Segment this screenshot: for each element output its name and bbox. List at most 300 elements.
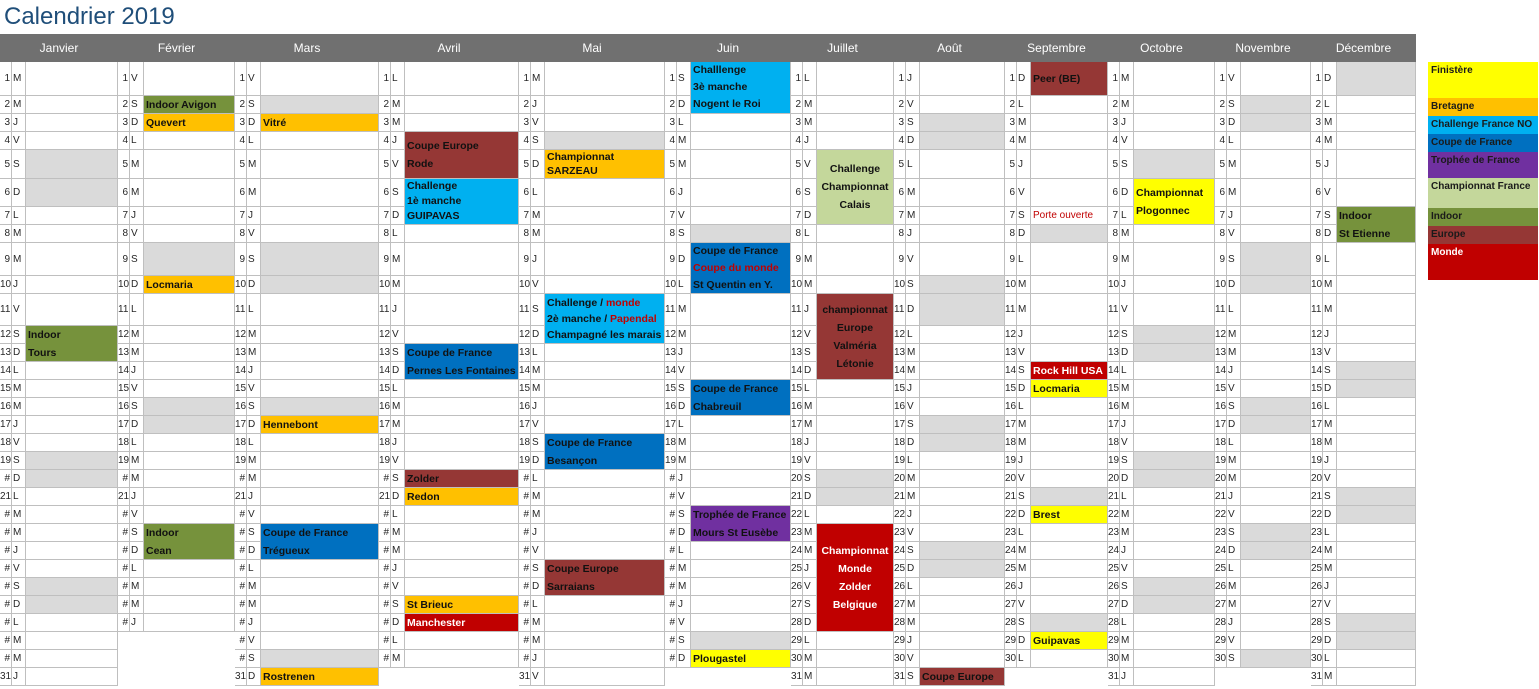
day-cell[interactable] <box>1337 434 1416 452</box>
day-cell[interactable] <box>26 243 118 276</box>
day-cell[interactable] <box>1337 114 1416 132</box>
day-cell[interactable] <box>1241 150 1311 179</box>
event-block[interactable] <box>261 114 379 132</box>
day-cell[interactable] <box>920 114 1005 132</box>
day-cell[interactable] <box>1241 179 1311 207</box>
day-cell[interactable] <box>691 470 791 488</box>
day-cell[interactable] <box>26 179 118 207</box>
day-cell[interactable] <box>691 560 791 578</box>
day-cell[interactable] <box>1031 524 1108 542</box>
day-cell[interactable] <box>261 243 379 276</box>
day-cell[interactable] <box>545 132 665 150</box>
event-block[interactable] <box>691 506 791 542</box>
day-cell[interactable] <box>817 506 894 524</box>
day-cell[interactable] <box>545 276 665 294</box>
day-cell[interactable] <box>1241 632 1311 650</box>
day-cell[interactable] <box>817 96 894 114</box>
day-cell[interactable] <box>1337 62 1416 96</box>
day-cell[interactable] <box>1337 416 1416 434</box>
day-cell[interactable] <box>26 294 118 326</box>
day-cell[interactable] <box>1134 632 1215 650</box>
day-cell[interactable] <box>1241 524 1311 542</box>
day-cell[interactable] <box>144 614 235 632</box>
day-cell[interactable] <box>545 179 665 207</box>
day-cell[interactable] <box>691 207 791 225</box>
day-cell[interactable] <box>144 416 235 434</box>
day-cell[interactable] <box>405 243 519 276</box>
day-cell[interactable] <box>920 578 1005 596</box>
day-cell[interactable] <box>1134 326 1215 344</box>
day-cell[interactable] <box>1031 434 1108 452</box>
day-cell[interactable] <box>817 434 894 452</box>
day-cell[interactable] <box>1031 398 1108 416</box>
day-cell[interactable] <box>1337 398 1416 416</box>
event-block[interactable] <box>1031 207 1108 225</box>
day-cell[interactable] <box>1241 225 1311 243</box>
event-block[interactable] <box>144 276 235 294</box>
day-cell[interactable] <box>1031 179 1108 207</box>
day-cell[interactable] <box>405 650 519 668</box>
day-cell[interactable] <box>1241 506 1311 524</box>
day-cell[interactable] <box>545 488 665 506</box>
day-cell[interactable] <box>1134 614 1215 632</box>
event-block[interactable] <box>261 668 379 686</box>
day-cell[interactable] <box>1031 542 1108 560</box>
day-cell[interactable] <box>1031 488 1108 506</box>
day-cell[interactable] <box>26 578 118 596</box>
day-cell[interactable] <box>1337 488 1416 506</box>
event-block[interactable] <box>817 150 894 225</box>
day-cell[interactable] <box>1134 344 1215 362</box>
day-cell[interactable] <box>1134 243 1215 276</box>
day-cell[interactable] <box>817 225 894 243</box>
day-cell[interactable] <box>261 578 379 596</box>
day-cell[interactable] <box>817 632 894 650</box>
event-block[interactable] <box>691 62 791 114</box>
day-cell[interactable] <box>817 488 894 506</box>
day-cell[interactable] <box>1031 294 1108 326</box>
day-cell[interactable] <box>691 132 791 150</box>
day-cell[interactable] <box>817 62 894 96</box>
day-cell[interactable] <box>1134 650 1215 668</box>
day-cell[interactable] <box>1031 96 1108 114</box>
day-cell[interactable] <box>405 225 519 243</box>
day-cell[interactable] <box>26 614 118 632</box>
day-cell[interactable] <box>1337 452 1416 470</box>
day-cell[interactable] <box>1241 276 1311 294</box>
day-cell[interactable] <box>1337 542 1416 560</box>
day-cell[interactable] <box>26 62 118 96</box>
day-cell[interactable] <box>26 434 118 452</box>
day-cell[interactable] <box>691 294 791 326</box>
day-cell[interactable] <box>920 207 1005 225</box>
day-cell[interactable] <box>817 243 894 276</box>
day-cell[interactable] <box>261 560 379 578</box>
day-cell[interactable] <box>261 380 379 398</box>
event-block[interactable] <box>1337 207 1416 243</box>
day-cell[interactable] <box>405 416 519 434</box>
day-cell[interactable] <box>920 416 1005 434</box>
event-block[interactable] <box>545 294 665 344</box>
day-cell[interactable] <box>817 398 894 416</box>
day-cell[interactable] <box>920 344 1005 362</box>
event-block[interactable] <box>405 344 519 380</box>
day-cell[interactable] <box>691 326 791 344</box>
day-cell[interactable] <box>261 150 379 179</box>
day-cell[interactable] <box>545 243 665 276</box>
day-cell[interactable] <box>1337 150 1416 179</box>
day-cell[interactable] <box>1134 578 1215 596</box>
day-cell[interactable] <box>1031 452 1108 470</box>
day-cell[interactable] <box>545 470 665 488</box>
day-cell[interactable] <box>1031 225 1108 243</box>
day-cell[interactable] <box>144 326 235 344</box>
event-block[interactable] <box>405 132 519 179</box>
day-cell[interactable] <box>920 650 1005 668</box>
day-cell[interactable] <box>261 398 379 416</box>
day-cell[interactable] <box>817 650 894 668</box>
day-cell[interactable] <box>1031 578 1108 596</box>
day-cell[interactable] <box>920 614 1005 632</box>
day-cell[interactable] <box>261 362 379 380</box>
day-cell[interactable] <box>920 380 1005 398</box>
day-cell[interactable] <box>1134 294 1215 326</box>
day-cell[interactable] <box>26 132 118 150</box>
day-cell[interactable] <box>920 96 1005 114</box>
day-cell[interactable] <box>545 114 665 132</box>
day-cell[interactable] <box>1031 596 1108 614</box>
day-cell[interactable] <box>920 470 1005 488</box>
day-cell[interactable] <box>920 326 1005 344</box>
day-cell[interactable] <box>1241 114 1311 132</box>
day-cell[interactable] <box>1031 150 1108 179</box>
day-cell[interactable] <box>1134 225 1215 243</box>
day-cell[interactable] <box>144 596 235 614</box>
day-cell[interactable] <box>1337 632 1416 650</box>
day-cell[interactable] <box>144 225 235 243</box>
day-cell[interactable] <box>1031 326 1108 344</box>
day-cell[interactable] <box>1241 488 1311 506</box>
day-cell[interactable] <box>261 179 379 207</box>
day-cell[interactable] <box>1241 362 1311 380</box>
day-cell[interactable] <box>261 452 379 470</box>
day-cell[interactable] <box>261 294 379 326</box>
day-cell[interactable] <box>26 225 118 243</box>
day-cell[interactable] <box>1031 614 1108 632</box>
day-cell[interactable] <box>545 542 665 560</box>
day-cell[interactable] <box>920 398 1005 416</box>
day-cell[interactable] <box>1241 96 1311 114</box>
day-cell[interactable] <box>261 344 379 362</box>
day-cell[interactable] <box>144 560 235 578</box>
day-cell[interactable] <box>1241 542 1311 560</box>
day-cell[interactable] <box>691 225 791 243</box>
day-cell[interactable] <box>691 179 791 207</box>
day-cell[interactable] <box>920 452 1005 470</box>
event-block[interactable] <box>920 668 1005 686</box>
day-cell[interactable] <box>1031 560 1108 578</box>
day-cell[interactable] <box>545 96 665 114</box>
day-cell[interactable] <box>405 62 519 96</box>
day-cell[interactable] <box>1241 578 1311 596</box>
event-block[interactable] <box>691 380 791 416</box>
day-cell[interactable] <box>26 668 118 686</box>
day-cell[interactable] <box>1134 542 1215 560</box>
event-block[interactable] <box>144 114 235 132</box>
event-block[interactable] <box>405 179 519 225</box>
day-cell[interactable] <box>1241 596 1311 614</box>
day-cell[interactable] <box>545 650 665 668</box>
day-cell[interactable] <box>1241 560 1311 578</box>
day-cell[interactable] <box>545 362 665 380</box>
day-cell[interactable] <box>405 276 519 294</box>
day-cell[interactable] <box>26 488 118 506</box>
day-cell[interactable] <box>26 114 118 132</box>
day-cell[interactable] <box>1134 524 1215 542</box>
day-cell[interactable] <box>144 150 235 179</box>
day-cell[interactable] <box>1241 243 1311 276</box>
day-cell[interactable] <box>1134 96 1215 114</box>
day-cell[interactable] <box>1337 132 1416 150</box>
day-cell[interactable] <box>1337 668 1416 686</box>
day-cell[interactable] <box>817 470 894 488</box>
day-cell[interactable] <box>26 362 118 380</box>
day-cell[interactable] <box>26 207 118 225</box>
day-cell[interactable] <box>1031 132 1108 150</box>
day-cell[interactable] <box>1337 596 1416 614</box>
event-block[interactable] <box>144 524 235 560</box>
day-cell[interactable] <box>405 398 519 416</box>
day-cell[interactable] <box>26 560 118 578</box>
day-cell[interactable] <box>1134 362 1215 380</box>
day-cell[interactable] <box>691 150 791 179</box>
day-cell[interactable] <box>1031 416 1108 434</box>
day-cell[interactable] <box>545 524 665 542</box>
day-cell[interactable] <box>920 596 1005 614</box>
day-cell[interactable] <box>920 632 1005 650</box>
day-cell[interactable] <box>1337 276 1416 294</box>
event-block[interactable] <box>1134 179 1215 225</box>
day-cell[interactable] <box>691 114 791 132</box>
day-cell[interactable] <box>144 434 235 452</box>
day-cell[interactable] <box>1134 434 1215 452</box>
day-cell[interactable] <box>920 434 1005 452</box>
day-cell[interactable] <box>261 470 379 488</box>
day-cell[interactable] <box>261 326 379 344</box>
day-cell[interactable] <box>405 326 519 344</box>
event-block[interactable] <box>817 524 894 632</box>
day-cell[interactable] <box>817 114 894 132</box>
day-cell[interactable] <box>1134 150 1215 179</box>
day-cell[interactable] <box>1337 524 1416 542</box>
day-cell[interactable] <box>26 96 118 114</box>
event-block[interactable] <box>691 243 791 294</box>
day-cell[interactable] <box>920 225 1005 243</box>
day-cell[interactable] <box>1241 62 1311 96</box>
day-cell[interactable] <box>144 380 235 398</box>
event-block[interactable] <box>405 614 519 632</box>
day-cell[interactable] <box>920 294 1005 326</box>
day-cell[interactable] <box>1134 668 1215 686</box>
day-cell[interactable] <box>545 380 665 398</box>
day-cell[interactable] <box>1241 398 1311 416</box>
day-cell[interactable] <box>1241 326 1311 344</box>
day-cell[interactable] <box>405 114 519 132</box>
day-cell[interactable] <box>545 398 665 416</box>
day-cell[interactable] <box>26 398 118 416</box>
day-cell[interactable] <box>144 470 235 488</box>
day-cell[interactable] <box>691 434 791 452</box>
event-block[interactable] <box>691 650 791 668</box>
day-cell[interactable] <box>1031 276 1108 294</box>
day-cell[interactable] <box>691 596 791 614</box>
day-cell[interactable] <box>1031 470 1108 488</box>
day-cell[interactable] <box>1134 488 1215 506</box>
day-cell[interactable] <box>545 596 665 614</box>
day-cell[interactable] <box>26 506 118 524</box>
day-cell[interactable] <box>405 96 519 114</box>
day-cell[interactable] <box>920 560 1005 578</box>
day-cell[interactable] <box>405 380 519 398</box>
day-cell[interactable] <box>144 344 235 362</box>
day-cell[interactable] <box>1134 380 1215 398</box>
day-cell[interactable] <box>405 560 519 578</box>
day-cell[interactable] <box>817 416 894 434</box>
day-cell[interactable] <box>817 668 894 686</box>
day-cell[interactable] <box>1337 560 1416 578</box>
day-cell[interactable] <box>261 488 379 506</box>
day-cell[interactable] <box>1134 398 1215 416</box>
day-cell[interactable] <box>1134 470 1215 488</box>
day-cell[interactable] <box>26 542 118 560</box>
event-block[interactable] <box>405 470 519 488</box>
day-cell[interactable] <box>26 596 118 614</box>
day-cell[interactable] <box>1337 506 1416 524</box>
day-cell[interactable] <box>817 380 894 398</box>
day-cell[interactable] <box>261 434 379 452</box>
day-cell[interactable] <box>691 578 791 596</box>
day-cell[interactable] <box>545 344 665 362</box>
day-cell[interactable] <box>1134 276 1215 294</box>
day-cell[interactable] <box>144 207 235 225</box>
day-cell[interactable] <box>817 276 894 294</box>
day-cell[interactable] <box>1134 132 1215 150</box>
day-cell[interactable] <box>1241 434 1311 452</box>
day-cell[interactable] <box>1241 650 1311 668</box>
day-cell[interactable] <box>1241 344 1311 362</box>
event-block[interactable] <box>1031 506 1108 524</box>
day-cell[interactable] <box>920 362 1005 380</box>
day-cell[interactable] <box>144 578 235 596</box>
day-cell[interactable] <box>1031 344 1108 362</box>
event-block[interactable] <box>1031 380 1108 398</box>
day-cell[interactable] <box>1337 380 1416 398</box>
event-block[interactable] <box>261 416 379 434</box>
day-cell[interactable] <box>691 488 791 506</box>
day-cell[interactable] <box>920 243 1005 276</box>
day-cell[interactable] <box>817 132 894 150</box>
day-cell[interactable] <box>1241 614 1311 632</box>
day-cell[interactable] <box>920 62 1005 96</box>
day-cell[interactable] <box>1337 614 1416 632</box>
day-cell[interactable] <box>26 276 118 294</box>
day-cell[interactable] <box>405 542 519 560</box>
day-cell[interactable] <box>545 225 665 243</box>
day-cell[interactable] <box>26 416 118 434</box>
event-block[interactable] <box>144 96 235 114</box>
day-cell[interactable] <box>1134 560 1215 578</box>
day-cell[interactable] <box>1241 207 1311 225</box>
event-block[interactable] <box>545 150 665 179</box>
event-block[interactable] <box>1031 362 1108 380</box>
day-cell[interactable] <box>1337 362 1416 380</box>
day-cell[interactable] <box>817 452 894 470</box>
day-cell[interactable] <box>405 524 519 542</box>
day-cell[interactable] <box>261 506 379 524</box>
day-cell[interactable] <box>144 62 235 96</box>
day-cell[interactable] <box>26 150 118 179</box>
day-cell[interactable] <box>920 132 1005 150</box>
day-cell[interactable] <box>1134 62 1215 96</box>
day-cell[interactable] <box>144 398 235 416</box>
event-block[interactable] <box>405 488 519 506</box>
day-cell[interactable] <box>26 632 118 650</box>
day-cell[interactable] <box>1241 380 1311 398</box>
day-cell[interactable] <box>1241 132 1311 150</box>
day-cell[interactable] <box>261 132 379 150</box>
event-block[interactable] <box>26 326 118 362</box>
day-cell[interactable] <box>1031 650 1108 668</box>
day-cell[interactable] <box>1241 470 1311 488</box>
day-cell[interactable] <box>261 596 379 614</box>
day-cell[interactable] <box>691 362 791 380</box>
day-cell[interactable] <box>144 362 235 380</box>
event-block[interactable] <box>1031 62 1108 96</box>
day-cell[interactable] <box>920 542 1005 560</box>
day-cell[interactable] <box>691 632 791 650</box>
event-block[interactable] <box>545 560 665 596</box>
day-cell[interactable] <box>691 614 791 632</box>
day-cell[interactable] <box>144 294 235 326</box>
day-cell[interactable] <box>1337 344 1416 362</box>
day-cell[interactable] <box>405 506 519 524</box>
day-cell[interactable] <box>1134 506 1215 524</box>
day-cell[interactable] <box>144 506 235 524</box>
day-cell[interactable] <box>1134 114 1215 132</box>
day-cell[interactable] <box>545 62 665 96</box>
day-cell[interactable] <box>1337 326 1416 344</box>
day-cell[interactable] <box>545 207 665 225</box>
day-cell[interactable] <box>144 488 235 506</box>
day-cell[interactable] <box>261 62 379 96</box>
day-cell[interactable] <box>1337 650 1416 668</box>
day-cell[interactable] <box>261 225 379 243</box>
day-cell[interactable] <box>1241 294 1311 326</box>
day-cell[interactable] <box>691 542 791 560</box>
day-cell[interactable] <box>26 470 118 488</box>
day-cell[interactable] <box>1337 578 1416 596</box>
day-cell[interactable] <box>144 179 235 207</box>
day-cell[interactable] <box>261 276 379 294</box>
day-cell[interactable] <box>1031 243 1108 276</box>
day-cell[interactable] <box>405 632 519 650</box>
day-cell[interactable] <box>26 380 118 398</box>
day-cell[interactable] <box>405 578 519 596</box>
day-cell[interactable] <box>261 614 379 632</box>
day-cell[interactable] <box>1337 96 1416 114</box>
day-cell[interactable] <box>691 452 791 470</box>
day-cell[interactable] <box>405 294 519 326</box>
